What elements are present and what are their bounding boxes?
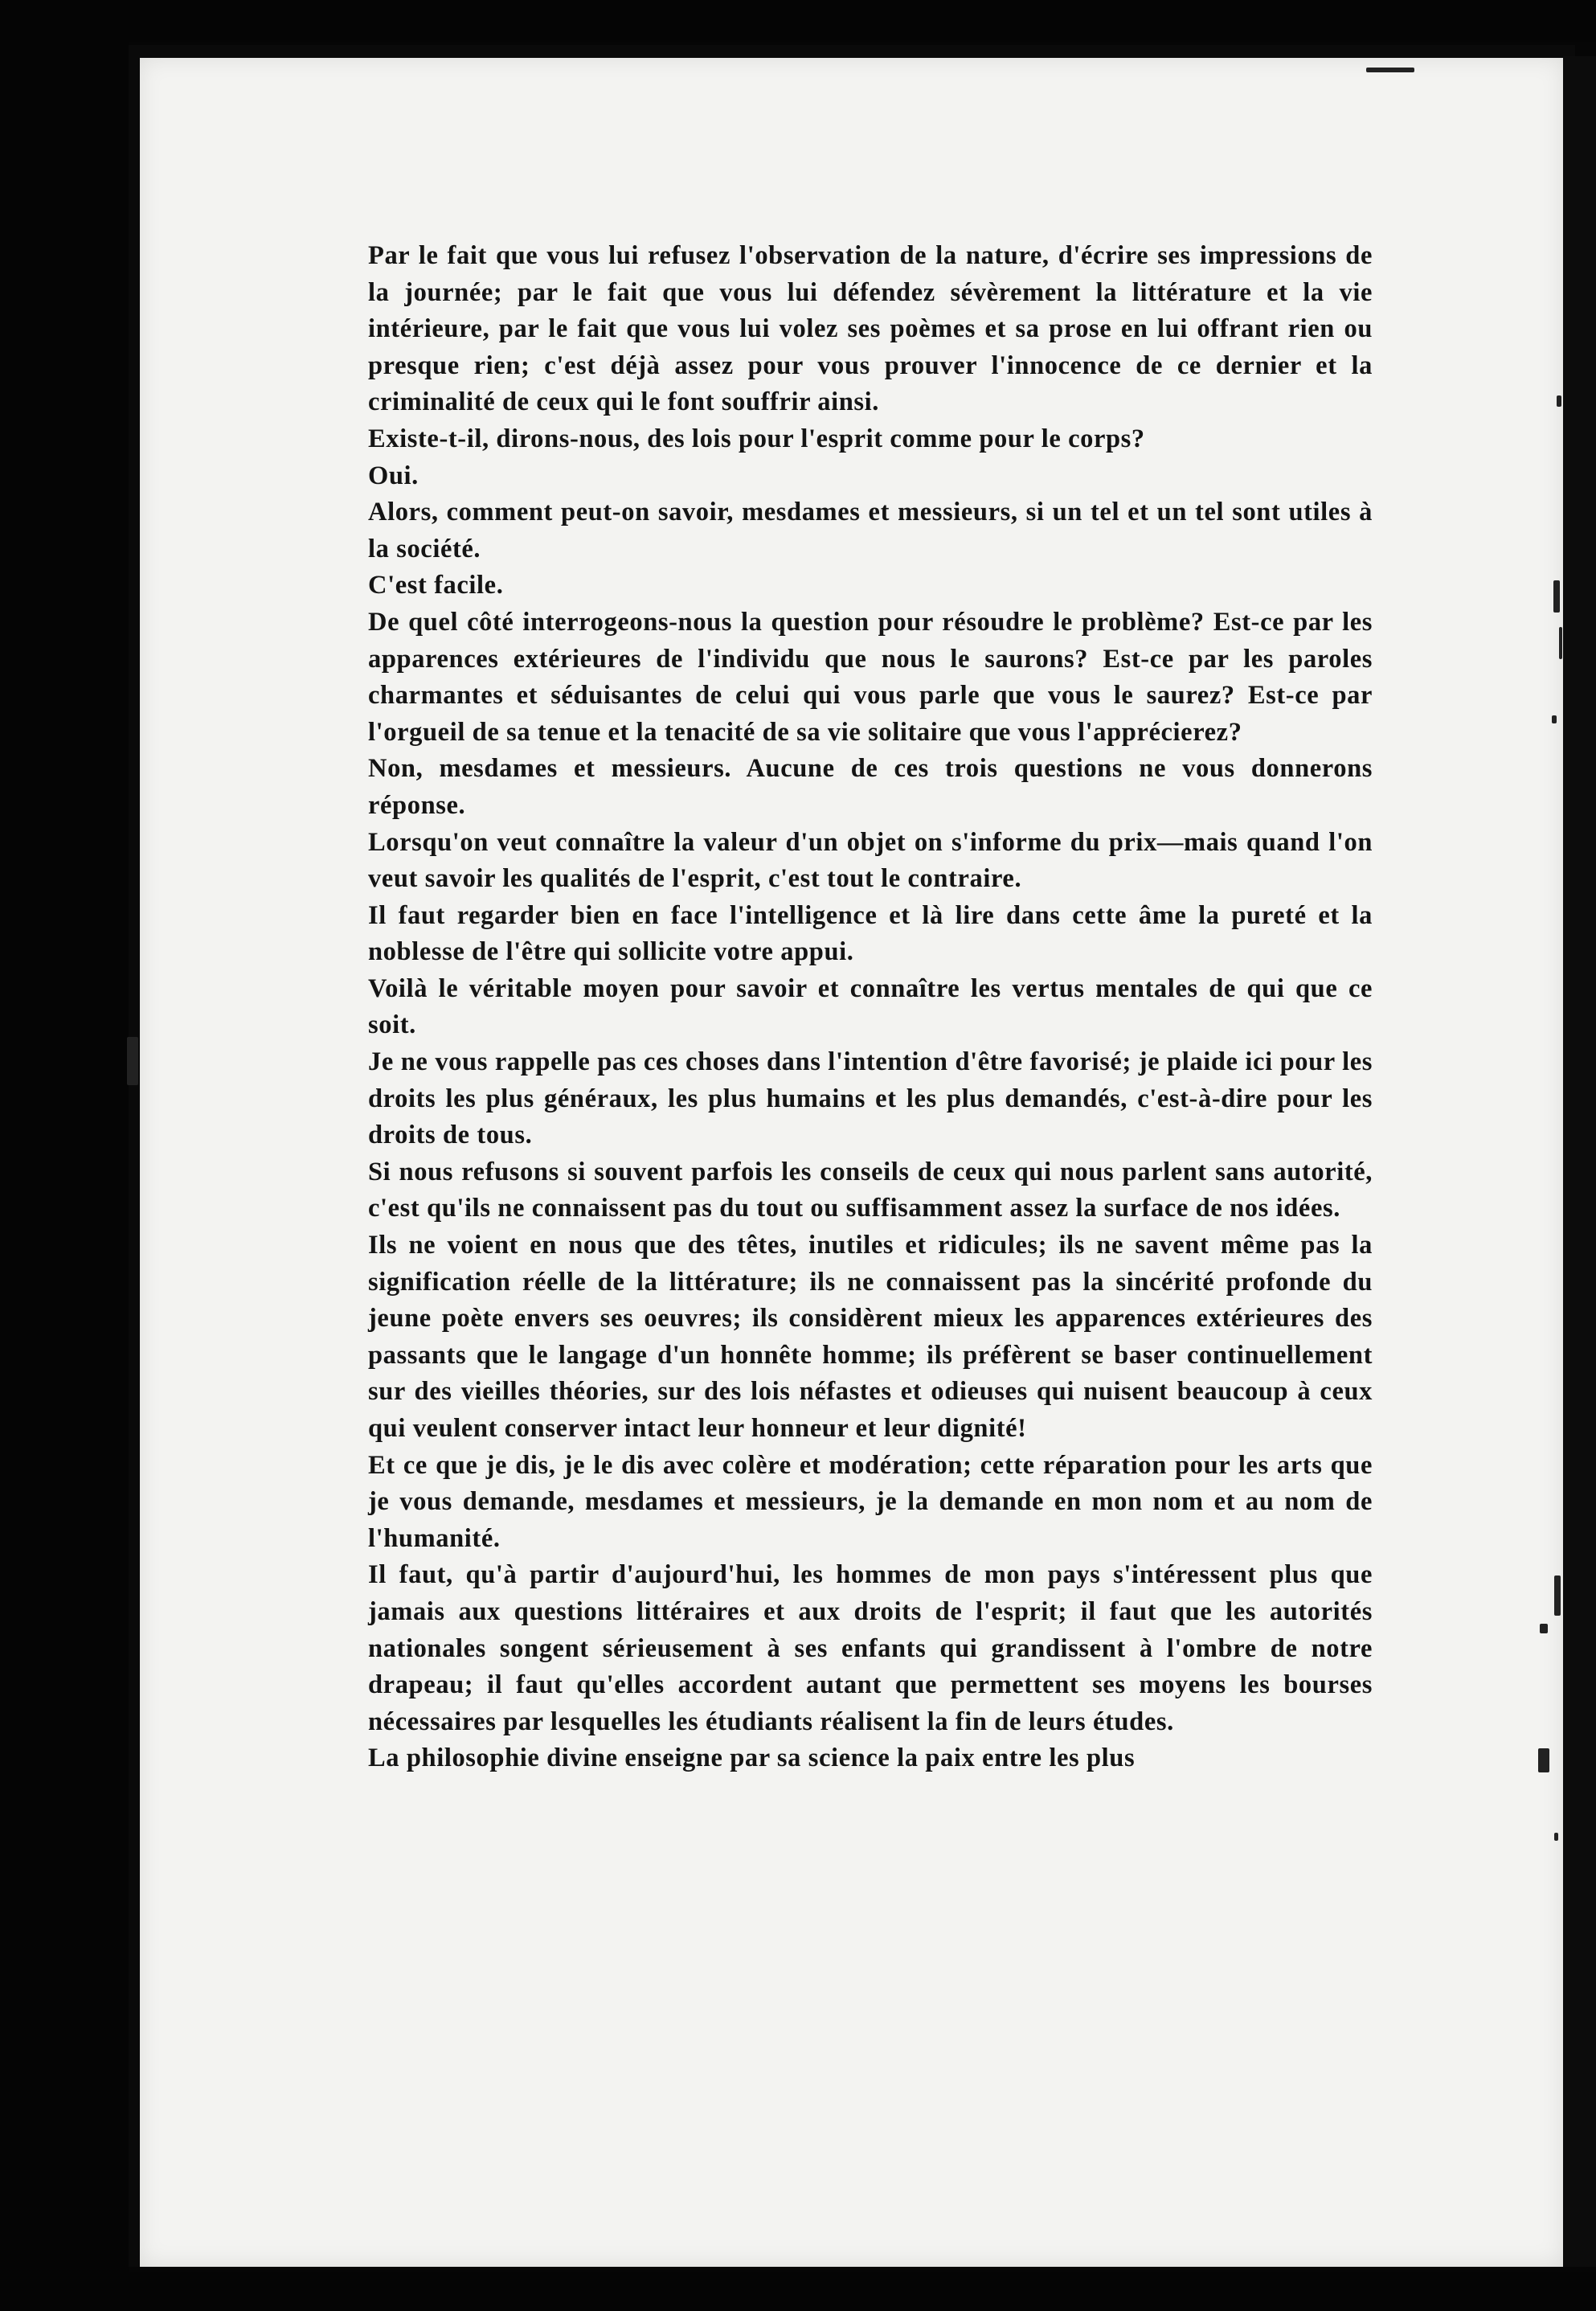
paragraph: Il faut regarder bien en face l'intelligence et là lire dans cette âme la pureté et la noblesse de l'être qui sollicite votre appui. [368,900,1373,967]
paragraph: C'est facile. [368,571,504,600]
scan-speck [1554,1833,1558,1841]
paragraph: Existe-t-il, dirons-nous, des lois pour l'esprit comme pour le corps? [368,424,1145,453]
paragraph: Alors, comment peut-on savoir, mesdames et messieurs, si un tel et un tel sont utiles à la société. [368,498,1373,563]
scan-speck [1557,395,1561,407]
paragraph: Oui. [368,461,419,490]
paragraph: Lorsqu'on veut connaître la valeur d'un objet on s'informe du prix—mais quand l'on veut savoir les qualités de l'esprit, c'est tout le contraire. [368,827,1373,894]
paragraph: Non, mesdames et messieurs. Aucune de ces trois questions ne vous donnerons réponse. [368,754,1373,820]
paragraph: De quel côté interrogeons-nous la question pour résoudre le problème? Est-ce par les apparences extérieures de l'individu que nous le saurons? Est-ce par les paroles charmantes et séduisantes de celui qui vous parle que vous le saurez? Est-ce par l'orgueil de sa tenue et la tenacité de sa vie solitaire que vous l'apprécierez? [368,607,1373,747]
paragraph: La philosophie divine enseigne par sa science la paix entre les plus [368,1743,1136,1773]
scan-speck [1538,1748,1549,1772]
paragraph: Il faut, qu'à partir d'aujourd'hui, les hommes de mon pays s'intéressent plus que jamais aux questions littéraires et aux droits de l'esprit; il faut que les autorités nationales songent sérieusement à ses enfants qui grandissent à l'ombre de notre drapeau; il faut qu'elles accordent autant que permettent ses moyens les bourses nécessaires par lesquelles les étudiants réalisent la fin de leurs études. [368,1560,1373,1736]
scan-speck [1554,1575,1561,1616]
paragraph: Par le fait que vous lui refusez l'observation de la nature, d'écrire ses impressions de la journée; par le fait que vous lui défendez sévèrement la littérature et la vie intérieure, par le fait que vous lui volez ses poèmes et sa prose en lui offrant rien ou presque rien; c'est déjà assez pour vous prouver l'innocence de ce dernier et la criminalité de ceux qui le font souffrir ainsi. [368,241,1373,417]
page-right-edge [1563,56,1596,2267]
paragraph: Je ne vous rappelle pas ces choses dans l'intention d'être favorisé; je plaide ici pour les droits les plus généraux, les plus humains et les plus demandés, c'est-à-dire pour les droits de tous. [368,1047,1373,1150]
scan-speck [1366,68,1414,72]
body-text [368,238,1373,1777]
scan-speck [1553,580,1560,613]
scan-speck [1540,1624,1548,1633]
page-left-edge [129,48,140,2267]
paragraph: Si nous refusons si souvent parfois les conseils de ceux qui nous parlent sans autorité, c'est qu'ils ne connaissent pas du tout ou suffisamment assez la surface de nos idées. [368,1157,1373,1223]
scan-speck [127,1037,138,1085]
scan-speck [1559,627,1562,659]
paragraph: Voilà le véritable moyen pour savoir et connaître les vertus mentales de qui que ce soit. [368,973,1373,1040]
paragraph: Ils ne voient en nous que des têtes, inutiles et ridicules; ils ne savent même pas la signification réelle de la littérature; ils ne connaissent pas la sincérité profonde du jeune poète envers ses oeuvres; ils considèrent mieux les apparences extérieures des passants que le langage d'un honnête homme; ils préfèrent se baser continuellement sur des vieilles théories, sur des lois néfastes et odieuses qui nuisent beaucoup à ceux qui veulent conserver intact leur honneur et leur dignité! [368,1231,1373,1443]
page-top-edge [129,45,1575,58]
paragraph: Et ce que je dis, je le dis avec colère et modération; cette réparation pour les arts que je vous demande, mesdames et messieurs, je la demande en mon nom et au nom de l'humanité. [368,1450,1373,1553]
scan-speck [1552,715,1557,723]
